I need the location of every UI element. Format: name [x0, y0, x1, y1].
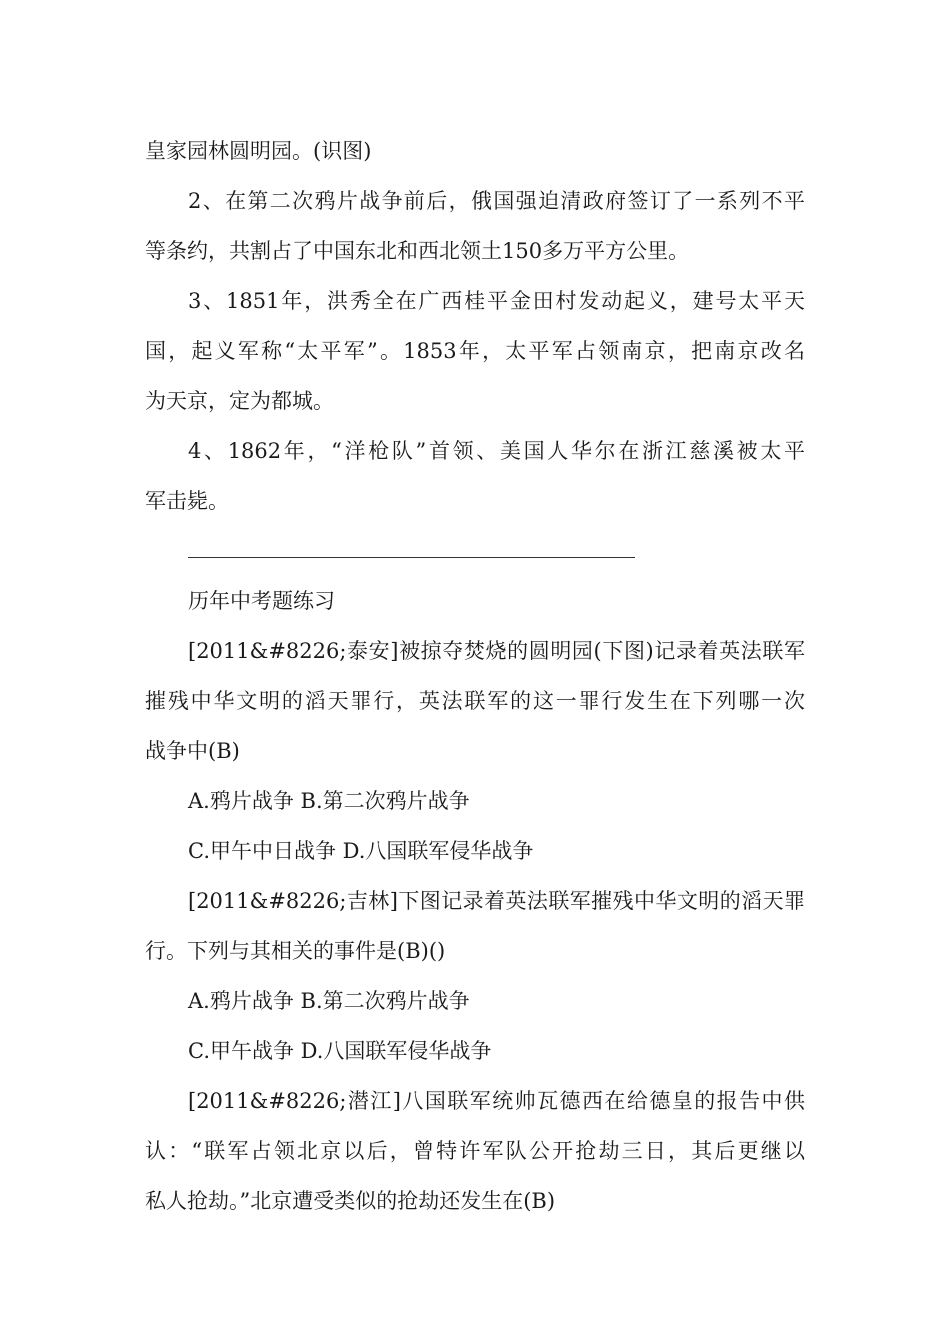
paragraph-2-line-1: 2、在第二次鸦片战争前后，俄国强迫清政府签订了一系列不平: [188, 189, 805, 213]
question-2-options-cd: C.甲午战争 D.八国联军侵华战争: [188, 1039, 492, 1063]
paragraph-1-line-1: 皇家园林圆明园。(识图): [145, 139, 372, 163]
paragraph-3-line-3: 为天京，定为都城。: [145, 389, 334, 413]
question-1-line-1: [2011&#8226;泰安]被掠夺焚烧的圆明园(下图)记录着英法联军: [188, 639, 805, 663]
question-2-line-1: [2011&#8226;吉林]下图记录着英法联军摧残中华文明的滔天罪: [188, 889, 805, 913]
paragraph-3-line-2: 国，起义军称“太平军”。1853年，太平军占领南京，把南京改名: [145, 339, 805, 363]
paragraph-3-line-1: 3、1851年，洪秀全在广西桂平金田村发动起义，建号太平天: [188, 289, 805, 313]
question-1-line-3: 战争中(B): [145, 739, 240, 763]
question-1-options-ab: A.鸦片战争 B.第二次鸦片战争: [188, 789, 470, 813]
paragraph-4-line-2: 军击毙。: [145, 489, 229, 513]
question-3-line-3: 私人抢劫。”北京遭受类似的抢劫还发生在(B): [145, 1189, 556, 1213]
question-3-line-1: [2011&#8226;潜江]八国联军统帅瓦德西在给德皇的报告中供: [188, 1089, 805, 1113]
question-3-line-2: 认：“联军占领北京以后，曾特许军队公开抢劫三日，其后更继以: [145, 1139, 805, 1163]
paragraph-4-line-1: 4、1862年，“洋枪队”首领、美国人华尔在浙江慈溪被太平: [188, 439, 805, 463]
question-1-line-2: 摧残中华文明的滔天罪行，英法联军的这一罪行发生在下列哪一次: [145, 689, 805, 713]
section-heading: 历年中考题练习: [188, 589, 335, 613]
question-2-options-ab: A.鸦片战争 B.第二次鸦片战争: [188, 989, 470, 1013]
paragraph-2-line-2: 等条约，共割占了中国东北和西北领土150多万平方公里。: [145, 239, 690, 263]
question-2-line-2: 行。下列与其相关的事件是(B)(): [145, 939, 446, 963]
question-1-options-cd: C.甲午中日战争 D.八国联军侵华战争: [188, 839, 534, 863]
section-divider: [188, 557, 635, 558]
